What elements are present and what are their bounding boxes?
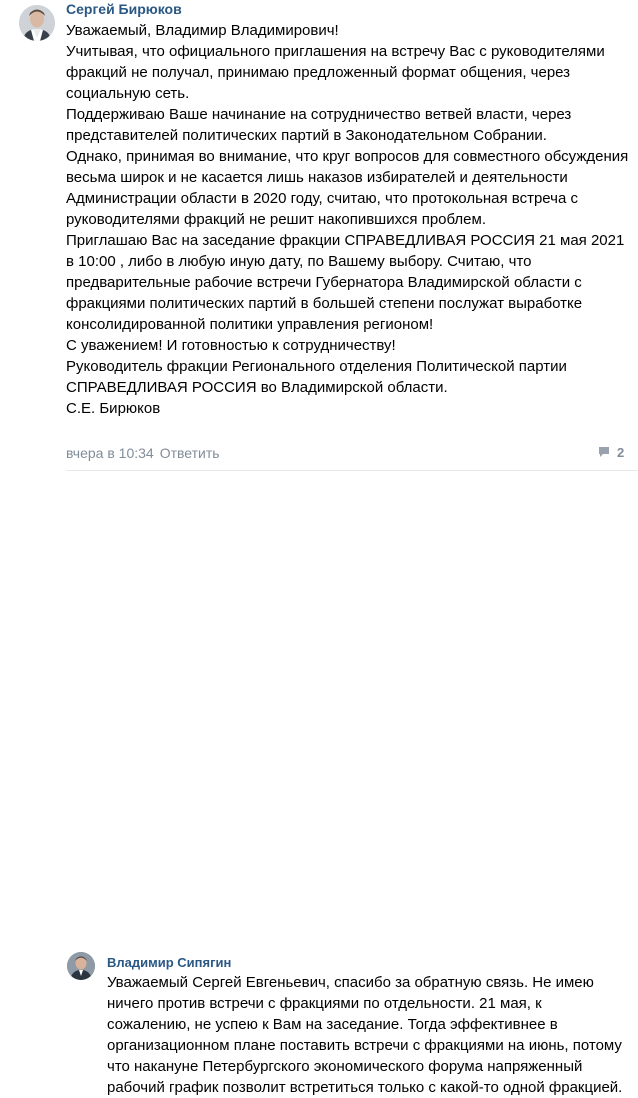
like-count: 2 <box>617 444 625 460</box>
comment-biryukov <box>0 0 638 472</box>
comment-meta <box>66 444 220 462</box>
avatar-photo <box>67 952 95 980</box>
comment-line: Руководитель фракции Регионального отделения Политической партии СПРАВЕДЛИВАЯ РОССИЯ во Владимирской области. <box>66 358 567 396</box>
comment-line: Приглашаю Вас на заседание фракции СПРАВЕДЛИВАЯ РОССИЯ 21 мая 2021 в 10:00 , либо в любую иную дату, по Вашему выбору. Считаю, что предварительные рабочие встречи Губернатора Владимирской области с фракциями политических партий в большей степени послужат выработке консолидированной политики управления регионом! <box>66 232 625 333</box>
comment-line: Однако, принимая во внимание, что круг вопросов для совместного обсуждения весьма широк и не касается лишь наказов избирателей и деятельности Администрации области в 2020 году, считаю, что протокольная встреча с руководителями фракций не решит накопившихся проблем. <box>66 148 629 228</box>
avatar[interactable] <box>67 952 95 980</box>
avatar-photo <box>19 5 55 41</box>
divider <box>66 470 638 471</box>
comment-line: Поддерживаю Ваше начинание на сотрудничество ветвей власти, через представителей политических партий в Законодательном Собрании. <box>66 106 572 144</box>
comment-timestamp[interactable]: вчера в 10:34 <box>66 445 154 461</box>
comment-line: С уважением! И готовностью к сотрудничеству! <box>66 337 396 354</box>
reply-button[interactable]: Ответить <box>159 445 220 461</box>
comment-author[interactable]: Владимир Сипягин <box>107 955 232 970</box>
comment-text <box>107 972 627 1098</box>
comment-line: Уважаемый Сергей Евгеньевич, спасибо за обратную связь. Не имею ничего против встречи с фракциями по отдельности. 21 мая, к сожалению, не успею к Вам на заседание. Тогда эффективнее в организационном плане поставить встречи с фракциями на июнь, потому что накануне Петербургского экономического форума напряженный рабочий график позволит встретиться только с какой-то одной фракцией. <box>107 974 623 1096</box>
comment-line: Учитывая, что официального приглашения на встречу Вас с руководителями фракций не получал, принимаю предложенный формат общения, через социальную сеть. <box>66 43 605 102</box>
avatar[interactable] <box>19 5 55 41</box>
comment-text <box>66 20 632 419</box>
comment-line: Уважаемый, Владимир Владимирович! <box>66 22 339 39</box>
like-button[interactable] <box>597 443 624 461</box>
comment-author[interactable]: Сергей Бирюков <box>66 1 182 17</box>
comment-line: С.Е. Бирюков <box>66 400 161 417</box>
comment-icon <box>597 445 611 459</box>
